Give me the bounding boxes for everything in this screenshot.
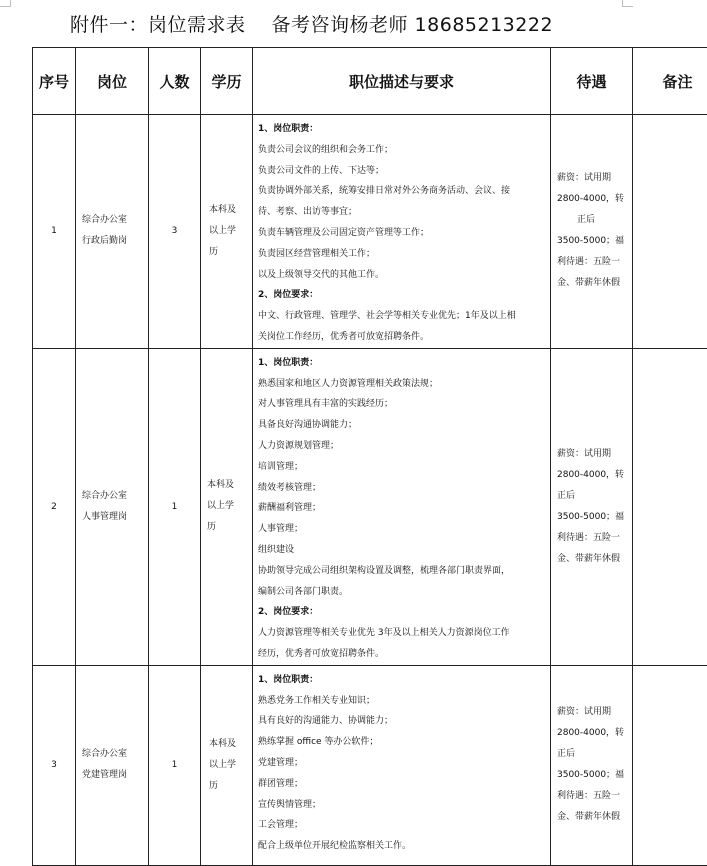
pay-line: 利待遇：五险一	[557, 252, 632, 273]
table-header-row	[33, 48, 707, 115]
row-no: 1	[33, 115, 76, 349]
pay-line: 2800-4000，转	[557, 465, 632, 486]
pay-line: 薪资：试用期	[557, 168, 632, 189]
position-line: 党建管理岗	[82, 765, 148, 786]
education-line: 本科及	[209, 734, 252, 755]
col-header-description: 职位描述与要求	[253, 48, 551, 115]
pay-line: 薪资：试用期	[557, 444, 632, 465]
row-education	[201, 348, 253, 665]
education-line: 以上学	[209, 755, 252, 776]
row-count: 1	[149, 348, 201, 665]
desc-line: 具有良好的沟通能力、协调能力；	[258, 711, 546, 732]
row-pay	[551, 665, 633, 865]
col-header-note: 备注	[633, 48, 707, 115]
position-line: 综合办公室	[82, 744, 148, 765]
pay-line: 金、带薪年休假	[557, 549, 632, 570]
desc-line: 协助领导完成公司组织架构设置及调整，梳理各部门职责界面，	[258, 561, 546, 582]
pay-line: 2800-4000，转	[557, 189, 632, 210]
desc-line: 薪酬福利管理；	[258, 498, 546, 519]
contact-text: 备考咨询杨老师 18685213222	[272, 14, 554, 36]
position-line: 综合办公室	[82, 486, 148, 507]
row-note	[633, 348, 707, 665]
desc-line: 人事管理；	[258, 519, 546, 540]
education-line: 本科及	[209, 200, 252, 221]
page-title	[70, 10, 553, 37]
desc-line: 人力资源管理等相关专业优先 3年及以上相关人力资源岗位工作	[258, 623, 546, 644]
row-note	[633, 115, 707, 349]
row-description	[253, 348, 551, 665]
desc-line: 编制公司各部门职责。	[258, 582, 546, 603]
pay-line: 金、带薪年休假	[557, 273, 632, 294]
desc-line: 人力资源规划管理；	[258, 436, 546, 457]
pay-line: 正后	[557, 210, 632, 231]
education-line: 本科及	[207, 475, 252, 496]
margin-mark-right	[622, 0, 633, 7]
desc-line: 关岗位工作经历，优秀者可放宽招聘条件。	[258, 327, 546, 348]
desc-line: 具备良好沟通协调能力；	[258, 415, 546, 436]
row-note	[633, 665, 707, 865]
row-pay	[551, 115, 633, 349]
desc-line: 负责公司会议的组织和会务工作；	[258, 140, 546, 161]
desc-line: 熟悉国家和地区人力资源管理相关政策法规；	[258, 374, 546, 395]
desc-heading: 2、岗位要求：	[258, 602, 546, 623]
desc-line: 经历，优秀者可放宽招聘条件。	[258, 644, 546, 665]
pay-line: 正后	[557, 486, 632, 507]
row-count: 1	[149, 665, 201, 865]
job-requirements-table	[32, 47, 707, 866]
desc-line: 绩效考核管理；	[258, 478, 546, 499]
col-header-education: 学历	[201, 48, 253, 115]
position-line: 综合办公室	[82, 210, 148, 231]
desc-line: 熟练掌握 office 等办公软件；	[258, 732, 546, 753]
desc-line: 待、考察、出访等事宜；	[258, 202, 546, 223]
desc-line: 以及上级领导交代的其他工作。	[258, 265, 546, 286]
row-position	[76, 348, 149, 665]
col-header-count: 人数	[149, 48, 201, 115]
position-line: 人事管理岗	[82, 507, 148, 528]
desc-line: 负责公司文件的上传、下达等；	[258, 161, 546, 182]
pay-line: 金、带薪年休假	[557, 807, 632, 828]
table-row	[33, 115, 707, 349]
desc-line: 负责车辆管理及公司固定资产管理等工作；	[258, 223, 546, 244]
desc-heading: 1、岗位职责：	[258, 670, 546, 691]
desc-line: 组织建设	[258, 540, 546, 561]
education-line: 以上学	[209, 221, 252, 242]
desc-line: 对人事管理具有丰富的实践经历；	[258, 394, 546, 415]
education-line: 历	[207, 517, 252, 538]
pay-line: 3500-5000；福	[557, 507, 632, 528]
title-text: 附件一：岗位需求表	[70, 14, 246, 36]
desc-line: 群团管理；	[258, 774, 546, 795]
pay-line: 2800-4000，转	[557, 723, 632, 744]
pay-line: 正后	[557, 744, 632, 765]
row-count: 3	[149, 115, 201, 349]
margin-mark-left	[0, 0, 11, 7]
row-pay	[551, 348, 633, 665]
desc-line: 中文、行政管理、管理学、社会学等相关专业优先；1年及以上相	[258, 306, 546, 327]
table-row	[33, 665, 707, 865]
desc-line: 负责协调外部关系，统筹安排日常对外公务商务活动、会议、接	[258, 181, 546, 202]
col-header-no: 序号	[33, 48, 76, 115]
desc-line: 负责园区经营管理相关工作；	[258, 244, 546, 265]
row-no: 3	[33, 665, 76, 865]
row-description	[253, 665, 551, 865]
desc-heading: 1、岗位职责：	[258, 353, 546, 374]
desc-heading: 2、岗位要求：	[258, 285, 546, 306]
row-position	[76, 665, 149, 865]
desc-line: 配合上级单位开展纪检监察相关工作。	[258, 836, 546, 857]
desc-line: 工会管理；	[258, 815, 546, 836]
row-no: 2	[33, 348, 76, 665]
table-row	[33, 348, 707, 665]
desc-heading: 1、岗位职责：	[258, 119, 546, 140]
pay-line: 3500-5000；福	[557, 765, 632, 786]
row-position	[76, 115, 149, 349]
education-line: 以上学	[207, 496, 252, 517]
col-header-position: 岗位	[76, 48, 149, 115]
desc-line: 培训管理；	[258, 457, 546, 478]
education-line: 历	[209, 242, 252, 263]
desc-line: 党建管理；	[258, 753, 546, 774]
row-education	[201, 665, 253, 865]
col-header-pay: 待遇	[551, 48, 633, 115]
position-line: 行政后勤岗	[82, 231, 148, 252]
row-education	[201, 115, 253, 349]
row-description	[253, 115, 551, 349]
pay-line: 利待遇：五险一	[557, 786, 632, 807]
education-line: 历	[209, 776, 252, 797]
pay-line: 利待遇：五险一	[557, 528, 632, 549]
desc-line: 宣传舆情管理；	[258, 795, 546, 816]
pay-line: 3500-5000；福	[557, 231, 632, 252]
pay-line: 薪资：试用期	[557, 702, 632, 723]
desc-line: 熟悉党务工作相关专业知识；	[258, 691, 546, 712]
